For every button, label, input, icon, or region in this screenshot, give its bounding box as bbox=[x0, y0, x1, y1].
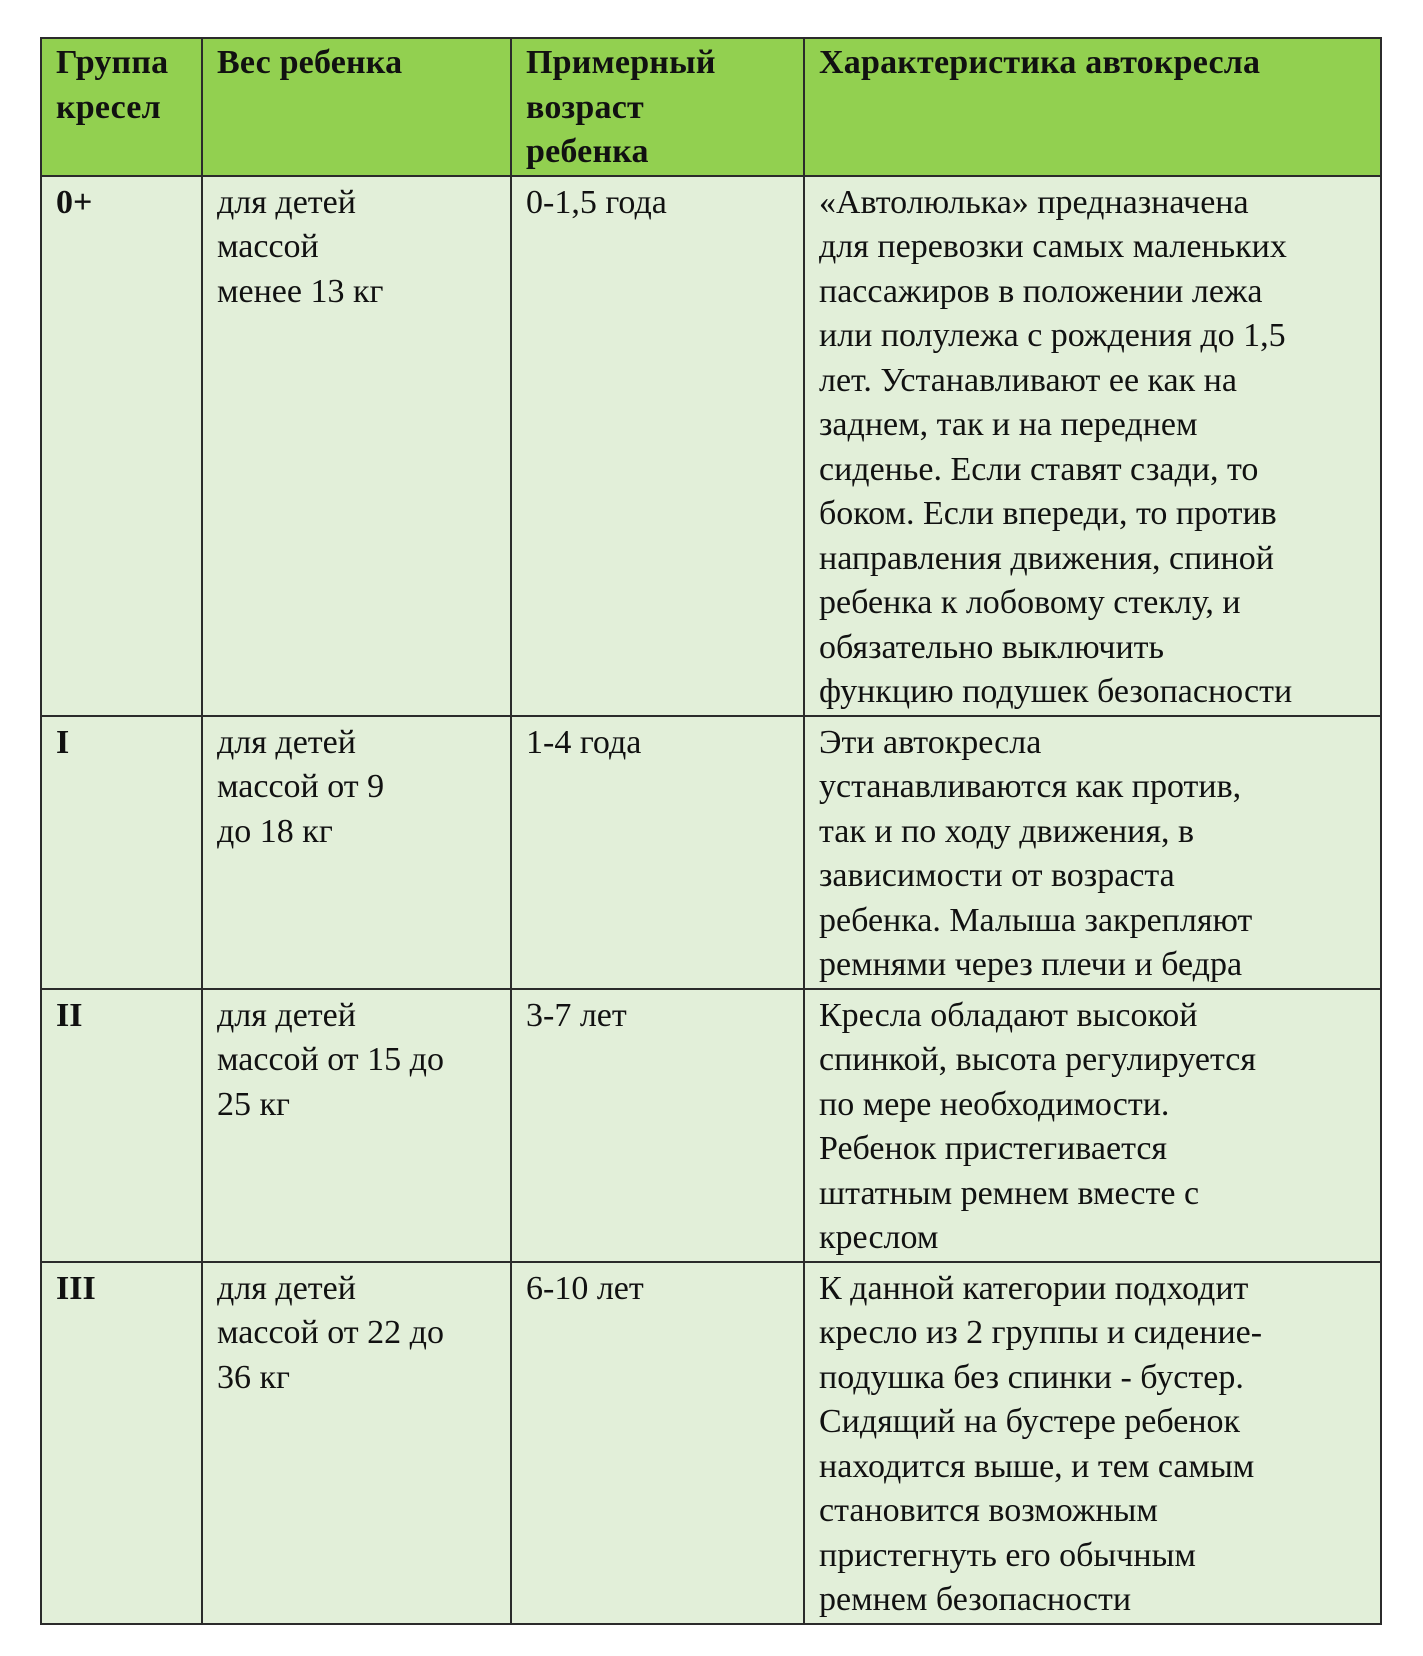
weight-line: 36 кг bbox=[217, 1358, 290, 1396]
header-line: Вес ребенка bbox=[217, 44, 403, 81]
seat-description-cell bbox=[804, 1262, 1381, 1624]
header-seat-description bbox=[804, 38, 1381, 176]
description-line: зависимости от возраста bbox=[819, 857, 1175, 894]
seat-description-cell bbox=[804, 176, 1381, 716]
table-body bbox=[41, 176, 1381, 1624]
seat-description-cell bbox=[804, 989, 1381, 1262]
description-line: для перевозки самых маленьких bbox=[819, 228, 1287, 265]
header-line: ребенка bbox=[526, 133, 649, 170]
description-line: устанавливаются как против, bbox=[819, 768, 1242, 805]
description-line: Эти автокресла bbox=[819, 723, 1042, 761]
seat-group-cell: I bbox=[41, 716, 202, 989]
description-line: креслом bbox=[819, 1219, 939, 1256]
seat-group-cell: III bbox=[41, 1262, 202, 1624]
description-line: штатным ремнем вместе с bbox=[819, 1174, 1200, 1212]
header-approx-age bbox=[511, 38, 804, 176]
description-line: находится выше, и тем самым bbox=[819, 1447, 1255, 1485]
table-row bbox=[41, 716, 1381, 989]
weight-line: для детей bbox=[217, 723, 356, 761]
description-line: так и по ходу движения, в bbox=[819, 812, 1195, 850]
description-line: К данной категории подходит bbox=[819, 1269, 1249, 1307]
weight-line: для детей bbox=[217, 183, 356, 221]
description-line: пристегнуть его обычным bbox=[819, 1536, 1196, 1574]
car-seat-groups-table bbox=[40, 37, 1382, 1625]
header-line: кресел bbox=[56, 88, 161, 126]
weight-line: для детей bbox=[217, 1269, 356, 1307]
approx-age-cell: 0-1,5 года bbox=[511, 176, 804, 716]
weight-line: массой bbox=[217, 228, 319, 265]
weight-line: до 18 кг bbox=[217, 812, 333, 850]
header-seat-group bbox=[41, 38, 202, 176]
description-line: заднем, так и на переднем bbox=[819, 406, 1198, 443]
description-line: «Автолюлька» предназначена bbox=[819, 183, 1249, 221]
description-line: сиденье. Если ставят сзади, то bbox=[819, 450, 1259, 488]
seat-group-cell: 0+ bbox=[41, 176, 202, 716]
header-line: возраст bbox=[526, 88, 644, 126]
description-line: пассажиров в положении лежа bbox=[819, 272, 1263, 310]
weight-line: менее 13 кг bbox=[217, 272, 384, 310]
description-line: функцию подушек безопасности bbox=[819, 673, 1293, 710]
approx-age-cell: 1-4 года bbox=[511, 716, 804, 989]
description-line: ремнем безопасности bbox=[819, 1581, 1132, 1618]
description-line: по мере необходимости. bbox=[819, 1085, 1170, 1123]
weight-line: для детей bbox=[217, 996, 356, 1034]
table-row bbox=[41, 1262, 1381, 1624]
header-line: Примерный bbox=[526, 44, 716, 81]
description-line: спинкой, высота регулируется bbox=[819, 1041, 1256, 1078]
seat-description-cell bbox=[804, 716, 1381, 989]
description-line: Сидящий на бустере ребенок bbox=[819, 1403, 1241, 1440]
child-weight-cell bbox=[202, 176, 511, 716]
table-header bbox=[41, 38, 1381, 176]
description-line: направления движения, спиной bbox=[819, 539, 1274, 577]
description-line: лет. Устанавливают ее как на bbox=[819, 361, 1237, 399]
weight-line: массой от 22 до bbox=[217, 1314, 444, 1351]
child-weight-cell bbox=[202, 716, 511, 989]
description-line: боком. Если впереди, то против bbox=[819, 495, 1277, 532]
child-weight-cell bbox=[202, 989, 511, 1262]
weight-line: 25 кг bbox=[217, 1085, 290, 1123]
description-line: кресло из 2 группы и сидение- bbox=[819, 1314, 1263, 1351]
weight-line: массой от 15 до bbox=[217, 1041, 444, 1078]
description-line: Кресла обладают высокой bbox=[819, 996, 1198, 1034]
header-line: Характеристика автокресла bbox=[819, 44, 1261, 81]
description-line: подушка без спинки - бустер. bbox=[819, 1358, 1244, 1396]
description-line: или полулежа с рождения до 1,5 bbox=[819, 317, 1286, 354]
description-line: ремнями через плечи и бедра bbox=[819, 946, 1243, 983]
table-row bbox=[41, 176, 1381, 716]
description-line: ребенка к лобовому стеклу, и bbox=[819, 584, 1241, 621]
description-line: становится возможным bbox=[819, 1492, 1158, 1529]
header-line: Группа bbox=[56, 44, 169, 81]
description-line: обязательно выключить bbox=[819, 628, 1164, 666]
approx-age-cell: 6-10 лет bbox=[511, 1262, 804, 1624]
description-line: ребенка. Малыша закрепляют bbox=[819, 901, 1253, 939]
approx-age-cell: 3-7 лет bbox=[511, 989, 804, 1262]
seat-group-cell: II bbox=[41, 989, 202, 1262]
child-weight-cell bbox=[202, 1262, 511, 1624]
table-row bbox=[41, 989, 1381, 1262]
weight-line: массой от 9 bbox=[217, 768, 385, 805]
description-line: Ребенок пристегивается bbox=[819, 1130, 1168, 1167]
header-child-weight bbox=[202, 38, 511, 176]
header-row bbox=[41, 38, 1381, 176]
